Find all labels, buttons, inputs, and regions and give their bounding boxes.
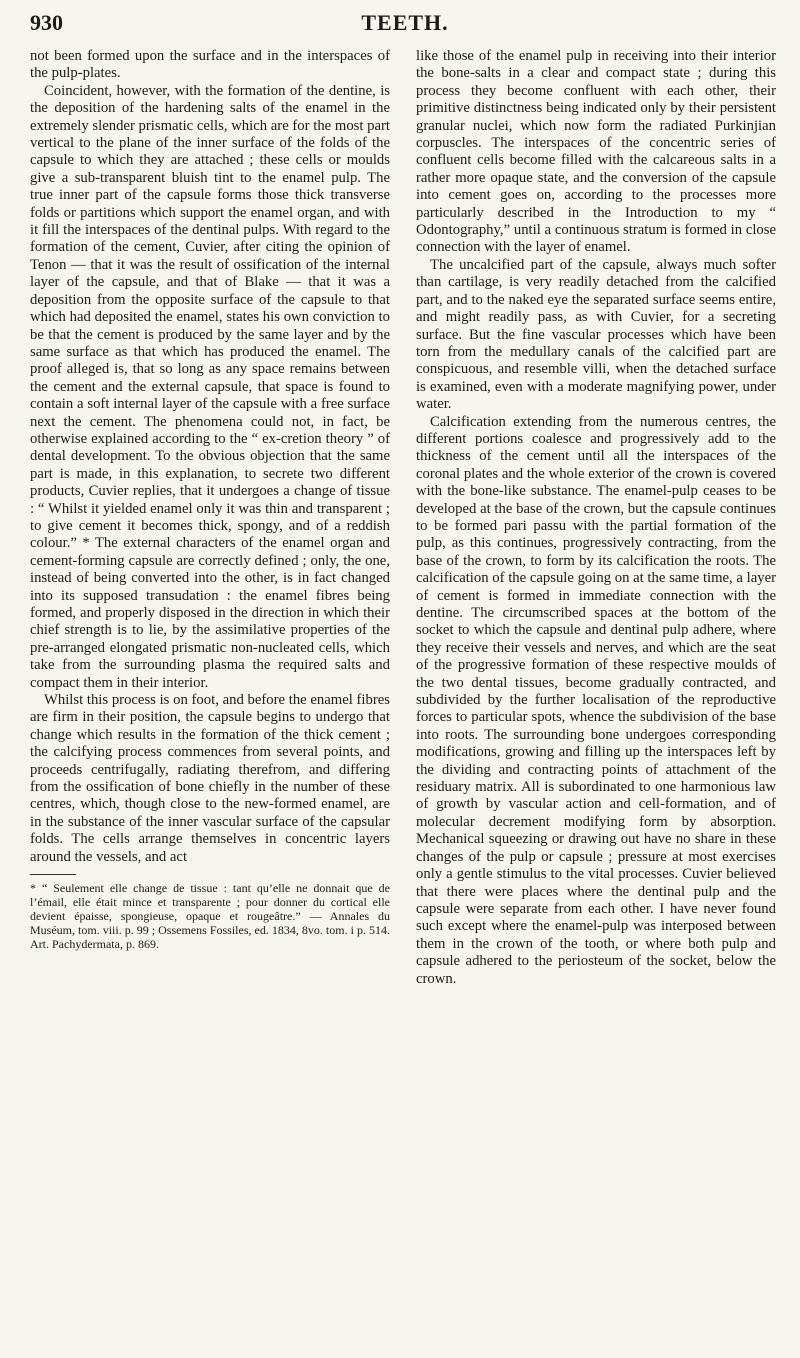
paragraph: The uncalcified part of the capsule, always much softer than cartilage, is very readily detached from the calcified part, and to the naked eye the separated surface seems entire, and might readily pass, as with Cuvier, for a secreting surface. But the fine vascular processes which have been torn from the medullary canals of the calcified part are conspicuous, and resemble villi, when the detached surface is examined, even with a moderate magnifying power, under water. <box>416 256 776 413</box>
paragraph: Whilst this process is on foot, and before the enamel fibres are firm in their position, the capsule begins to undergo that change which results in the formation of the thick cement ; the calcifying process commences from several points, and proceeds centrifugally, radiating therefrom, and differing from the ossification of bone chiefly in the number of these centres, which, though close to the new-formed enamel, are in the substance of the inner vascular surface of the capsular folds. The cells arrange themselves in concentric layers around the vessels, and act <box>30 692 390 865</box>
paragraph: Coincident, however, with the formation of the dentine, is the deposition of the hardening salts of the enamel in the extremely slender prismatic cells, which are for the most part vertical to the plane of the inner surface of the folds of the capsule to which they are attached ; these cells or moulds give a sub-transparent bluish tint to the enamel pulp. The true inner part of the capsule forms those thick transverse folds or partitions which support the enamel organ, and with it fill the interspaces of the dentinal pulps. With regard to the formation of the cement, Cuvier, after citing the opinion of Tenon — that it was the result of ossification of the internal layer of the capsule, and that of Blake — that it was a deposition from the opposite surface of the capsule to that which had deposited the enamel, states his own conviction to be that the cement is produced by the same layer and by the same surface as that which has produced the enamel. The proof alleged is, that so long as any space remains between the cement and the external capsule, that space is found to contain a soft internal layer of the capsule with a free surface next the cement. The phenomena could not, in fact, be otherwise explained according to the “ ex-cretion theory ” of dental development. To the obvious objection that the same part is made, in this explanation, to secrete two different products, Cuvier replies, that it undergoes a change of tissue : “ Whilst it yielded enamel only it was thin and transparent ; to give cement it becomes thick, spongy, and of a reddish colour.” * The external characters of the enamel organ and cement-forming capsule are correctly defined ; only, the one, instead of being converted into the other, is in fact changed into its supposed transudation : the enamel fibres being formed, and properly disposed in the direction in which their chief strength is to lie, by the assimilative properties of the pre-arranged elongated prismatic non-nucleated cells, which take from the surrounding plasma the required salts and compact them in their interior. <box>30 82 390 691</box>
footnote: * “ Seulement elle change de tissue : tant qu’elle ne donnait que de l’émail, elle était mince et transparente ; pour donner du cortical elle devient épaisse, spongieuse, opaque et rougeâtre.” — Annales du Muséum, tom. viii. p. 99 ; Ossemens Fossiles, ed. 1834, 8vo. tom. i p. 514. Art. Pachydermata, p. 869. <box>30 881 390 952</box>
footnote-rule <box>30 874 76 875</box>
right-column <box>416 48 776 988</box>
paragraph: like those of the enamel pulp in receiving into their interior the bone-salts in a clear and compact state ; during this process they become confluent with each other, their primitive distinctness being indicated only by their persistent granular nuclei, which now form the radiated Purkinjian corpuscles. The interspaces of the concentric series of confluent cells become filled with the calcareous salts in a rather more opaque state, and the conversion of the capsule into cement goes on, according to the processes more particularly described in the Introduction to my “ Odontography,” until a continuous stratum is formed in close connection with the layer of enamel. <box>416 48 776 256</box>
page-number: 930 <box>30 10 63 35</box>
left-column <box>30 48 390 951</box>
running-title: TEETH. <box>361 10 449 35</box>
paragraph: Calcification extending from the numerous centres, the different portions coalesce and progressively add to the thickness of the cement until all the interspaces of the coronal plates and the whole exterior of the crown is covered with the bone-like substance. The enamel-pulp ceases to be developed at the base of the crown, but the capsule continues to be formed pari passu with the partial formation of the pulp, as this continues, progressively contracting, from the base of the crown, to form by its calcification the roots. The calcification of the capsule going on at the same time, a layer of cement is formed in immediate connection with the dentine. The circumscribed spaces at the bottom of the socket to which the capsule and dentinal pulp adhere, where they receive their vessels and nerves, and which are the seat of the progressive formation of these respective moulds of the two dental tissues, become gradually contracted, and subdivided by the further localisation of the reproductive forces to particular spots, whence the subdivision of the base into roots. The surrounding bone undergoes corresponding modifications, growing and filling up the interspaces left by the dividing and contracting points of attachment of the residuary matrix. All is subordinated to one harmonious law of growth by vascular action and cell-formation, and of molecular decrement modifying form by absorption. Mechanical squeezing or drawing out have no share in these changes of the pulp or capsule ; pressure at most exercises only a gentle stimulus to the vital processes. Cuvier believed that there were places where the dentinal pulp and the capsule were separate from each other. I have never found such except where the enamel-pulp was interposed between them in the crown of the tooth, or where both pulp and capsule adhered to the periosteum of the socket, below the crown. <box>416 413 776 987</box>
paragraph: not been formed upon the surface and in the interspaces of the pulp-plates. <box>30 48 390 82</box>
page-header <box>30 2 780 42</box>
